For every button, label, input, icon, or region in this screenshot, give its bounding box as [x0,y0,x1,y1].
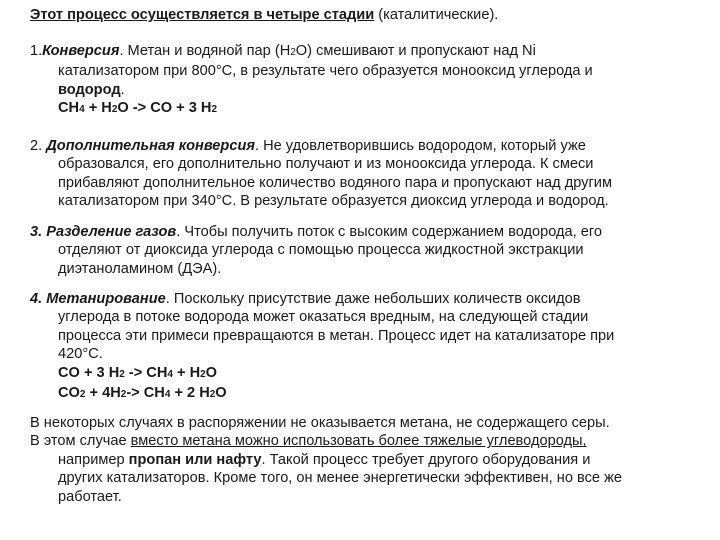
closing-text: В некоторых случаях в распоряжении не оказывается метана, не содержащего серы. [30,415,610,431]
stage3-continuation [30,241,690,278]
stage3-text: отделяют от диоксида углерода с помощью процесса жидкостной экстракции [58,242,584,259]
stage2-text: . Не удовлетворившись водородом, который уже [254,138,586,154]
closing-paragraph [30,414,690,506]
stage3-name: 3. Разделение газов [30,224,177,240]
closing-continuation [30,451,690,506]
stage1-continuation [30,62,690,119]
closing-underlined-text: вместо метана можно использовать более тяжелые углеводороды, [130,433,587,450]
stage4-equation-1: CO + 3 H2 -> CH4 + H2O [58,364,218,381]
stage1-number: 1. [30,43,43,59]
stage2-name: Дополнительная конверсия [46,138,255,154]
stage4-continuation [30,308,690,404]
intro-paragraph [30,6,690,24]
closing-bold-text: пропан или нафту [128,451,262,468]
stage4-text: 420°С. [58,346,103,363]
closing-text: других катализаторов. Кроме того, он менее энергетически эффективен, но все же [58,470,622,487]
closing-text: В этом случае [30,433,131,450]
stage2-number: 2. [30,138,47,154]
stage1-paragraph [30,42,690,120]
stage2-text: образовался, его дополнительно получают и из монооксида углерода. К смеси [58,156,594,173]
stage3-text: . Чтобы получить поток с высоким содержанием водорода, его [176,224,603,240]
intro-title-note: (каталитические). [374,7,499,23]
stage1-text: катализатором при 800°С, в результате чего образуется монооксид углерода и [58,63,593,80]
stage1-product: водород [58,81,121,98]
stage2-paragraph [30,137,690,211]
stage2-text: катализатором при 340°С. В результате образуется диоксид углерода и водород. [58,193,609,210]
stage1-equation: CH4 + H2O -> CO + 3 H2 [58,100,218,117]
stage1-text: О) смешивают и пропускают над Ni [295,43,536,59]
stage4-text: . Поскольку присутствие даже небольших количеств оксидов [165,291,581,307]
stage3-text: диэтаноламином (ДЭА). [58,260,222,277]
closing-text: . Такой процесс требует другого оборудования и [261,451,591,468]
stage1-subscript: 2 [290,47,296,58]
closing-text: например [58,451,129,468]
stage4-text: процесса эти примеси превращаются в метан. Процесс идет на катализаторе при [58,327,615,344]
stage4-equation-2: CO2 + 4H2-> CH4 + 2 H2O [58,385,227,402]
stage4-name: 4. Метанирование [30,291,166,307]
stage4-paragraph [30,290,690,404]
stage2-text: прибавляют дополнительное количество водяного пара и пропускают над другим [58,174,612,191]
intro-title: Этот процесс осуществляется в четыре стадии [30,7,375,23]
closing-text: работает. [58,488,122,505]
stage1-name: Конверсия [42,43,120,59]
stage1-text: . [120,81,125,98]
stage3-paragraph [30,223,690,278]
stage1-text: . Метан и водяной пар (Н [119,43,291,59]
stage4-text: углерода в потоке водорода может оказаться вредным, на следующей стадии [58,309,589,326]
stage2-continuation [30,155,690,210]
